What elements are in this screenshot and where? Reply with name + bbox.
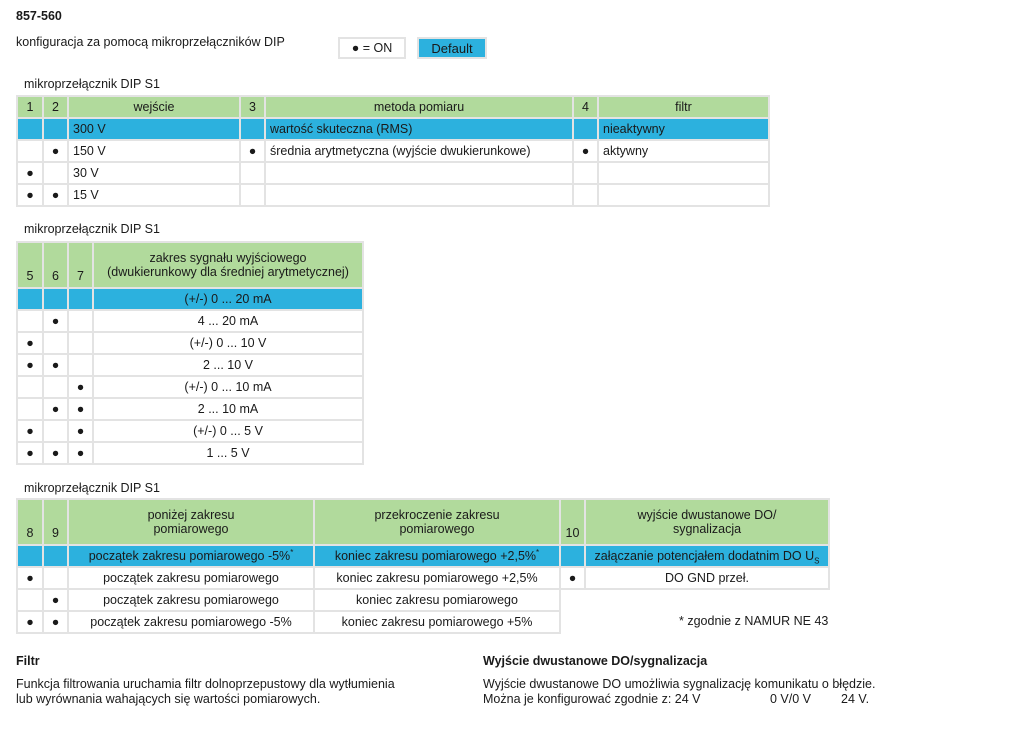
- table-cell: ●: [43, 611, 68, 633]
- do-description-value-c: 24 V.: [841, 692, 870, 706]
- empty-cell: [585, 589, 829, 611]
- table-cell: [43, 545, 68, 567]
- table-cell: ●: [43, 140, 68, 162]
- table-cell: początek zakresu pomiarowego: [68, 567, 314, 589]
- table-cell: [43, 376, 68, 398]
- header-line: poniżej zakresu: [147, 508, 235, 522]
- header-line: pomiarowego: [399, 522, 475, 536]
- table-row: [17, 567, 829, 589]
- table-cell: (+/-) 0 ... 10 mA: [93, 376, 363, 398]
- table-cell: ●: [240, 140, 265, 162]
- table-cell: koniec zakresu pomiarowego +5%: [314, 611, 560, 633]
- table-cell: [240, 118, 265, 140]
- do-heading: Wyjście dwustanowe DO/sygnalizacja: [483, 654, 708, 668]
- table-cell: [240, 184, 265, 206]
- table-cell: nieaktywny: [598, 118, 769, 140]
- table-cell: 2 ... 10 V: [93, 354, 363, 376]
- table-row: [17, 376, 363, 398]
- table-cell: DO GND przeł.: [585, 567, 829, 589]
- table-cell: [68, 545, 314, 567]
- table-cell: [17, 398, 43, 420]
- table-cell: ●: [43, 442, 68, 464]
- legend-default-label: Default: [431, 40, 473, 56]
- table-cell: 15 V: [68, 184, 240, 206]
- table3-default-row: [17, 545, 829, 567]
- table-cell: ●: [68, 376, 93, 398]
- table-row: [17, 140, 769, 162]
- table-cell: [240, 162, 265, 184]
- table-cell: [43, 567, 68, 589]
- table-cell: początek zakresu pomiarowego -5%: [68, 611, 314, 633]
- table-cell: [43, 332, 68, 354]
- dip-table-output-range: [16, 241, 364, 465]
- do-description-line1: Wyjście dwustanowe DO umożliwia sygnalizację komunikatu o błędzie.: [483, 677, 876, 691]
- legend-default-box: [417, 37, 487, 59]
- table-row: [17, 354, 363, 376]
- table-row: [17, 162, 769, 184]
- header-line: zakres sygnału wyjściowego: [149, 251, 307, 265]
- table-cell: [68, 310, 93, 332]
- table3-header-cell: 10: [560, 499, 585, 545]
- footnote-mark: *: [290, 547, 294, 557]
- table3-header-row: [17, 499, 829, 545]
- empty-cell: [560, 611, 585, 633]
- table-cell: [585, 545, 829, 567]
- table-row: [17, 310, 363, 332]
- table-cell: [560, 545, 585, 567]
- table1-header-cell: wejście: [68, 96, 240, 118]
- cell-text: koniec zakresu pomiarowego +2,5%: [334, 549, 537, 563]
- table-cell: ●: [17, 332, 43, 354]
- namur-footnote: * zgodnie z NAMUR NE 43: [679, 614, 829, 628]
- table-cell: ●: [17, 354, 43, 376]
- table-cell: ●: [17, 420, 43, 442]
- table1-header-cell: 4: [573, 96, 598, 118]
- table-cell: [17, 545, 43, 567]
- table-cell: początek zakresu pomiarowego: [68, 589, 314, 611]
- table2-label: mikroprzełącznik DIP S1: [24, 222, 160, 236]
- table-row: [17, 420, 363, 442]
- footnote-mark: *: [536, 547, 540, 557]
- table2-default-row: [17, 288, 363, 310]
- table2-header-main: [93, 242, 363, 288]
- table1-header-cell: filtr: [598, 96, 769, 118]
- table-cell: [17, 589, 43, 611]
- table-cell: [17, 310, 43, 332]
- table1-header-cell: 3: [240, 96, 265, 118]
- header-line: (dwukierunkowy dla średniej arytmetycznej): [107, 265, 349, 279]
- header-line: sygnalizacja: [672, 522, 742, 536]
- table-cell: (+/-) 0 ... 20 mA: [93, 288, 363, 310]
- table3-header-cell: 9: [43, 499, 68, 545]
- cell-text: początek zakresu pomiarowego -5%: [88, 549, 291, 563]
- table-cell: ●: [43, 398, 68, 420]
- table-cell: koniec zakresu pomiarowego +2,5%: [314, 567, 560, 589]
- table-cell: ●: [43, 310, 68, 332]
- table-row: [17, 184, 769, 206]
- table-row: [17, 398, 363, 420]
- table-cell: (+/-) 0 ... 10 V: [93, 332, 363, 354]
- do-description-line2: Można je konfigurować zgodnie z: 24 V: [483, 692, 701, 706]
- table-cell: ●: [17, 184, 43, 206]
- table3-header-cell: 8: [17, 499, 43, 545]
- filter-description: [16, 677, 395, 707]
- table-cell: [68, 354, 93, 376]
- table-cell: [598, 184, 769, 206]
- table2-header-cell: 6: [43, 242, 68, 288]
- table2-header-row: [17, 242, 363, 288]
- table-cell: [573, 184, 598, 206]
- table-cell: ●: [17, 442, 43, 464]
- legend-on-box: [338, 37, 406, 59]
- table-row: [17, 442, 363, 464]
- table-cell: 2 ... 10 mA: [93, 398, 363, 420]
- table-cell: ●: [68, 442, 93, 464]
- table-cell: [68, 332, 93, 354]
- table-cell: [43, 288, 68, 310]
- table1-header-row: [17, 96, 769, 118]
- table-cell: 300 V: [68, 118, 240, 140]
- table3-header-below: [68, 499, 314, 545]
- table-row: [17, 332, 363, 354]
- paragraph-line: Funkcja filtrowania uruchamia filtr dolnoprzepustowy dla wytłumienia: [16, 677, 395, 691]
- table-cell: [43, 118, 68, 140]
- table-cell: ●: [43, 354, 68, 376]
- table-cell: [598, 162, 769, 184]
- table-cell: średnia arytmetyczna (wyjście dwukierunkowe): [265, 140, 573, 162]
- page-subtitle: konfiguracja za pomocą mikroprzełączników DIP: [16, 35, 285, 49]
- table-cell: [573, 162, 598, 184]
- table-cell: ●: [68, 420, 93, 442]
- table-cell: ●: [43, 184, 68, 206]
- table-cell: wartość skuteczna (RMS): [265, 118, 573, 140]
- table-cell: 4 ... 20 mA: [93, 310, 363, 332]
- table-cell: aktywny: [598, 140, 769, 162]
- table-cell: [17, 118, 43, 140]
- cell-text: załączanie potencjałem dodatnim DO U: [594, 549, 815, 563]
- table1-header-cell: metoda pomiaru: [265, 96, 573, 118]
- legend-on-label: ● = ON: [351, 41, 393, 55]
- table3-header-do: [585, 499, 829, 545]
- header-line: pomiarowego: [153, 522, 229, 536]
- table-row: [17, 589, 829, 611]
- table-cell: [43, 420, 68, 442]
- table1-header-cell: 2: [43, 96, 68, 118]
- empty-cell: [560, 589, 585, 611]
- table3-header-over: [314, 499, 560, 545]
- subscript: S: [814, 556, 820, 566]
- table-cell: [314, 545, 560, 567]
- table-cell: [265, 184, 573, 206]
- header-line: wyjście dwustanowe DO/: [637, 508, 777, 522]
- table2-header-cell: 5: [17, 242, 43, 288]
- table1-header-cell: 1: [17, 96, 43, 118]
- table-cell: ●: [17, 567, 43, 589]
- do-description-value-b: 0 V/0 V: [770, 692, 811, 706]
- table1-default-row: [17, 118, 769, 140]
- table-cell: 30 V: [68, 162, 240, 184]
- table-cell: 1 ... 5 V: [93, 442, 363, 464]
- paragraph-line: lub wyrównania wahających się wartości pomiarowych.: [16, 692, 321, 706]
- table3-label: mikroprzełącznik DIP S1: [24, 481, 160, 495]
- table-cell: (+/-) 0 ... 5 V: [93, 420, 363, 442]
- table-cell: ●: [17, 162, 43, 184]
- table-cell: koniec zakresu pomiarowego: [314, 589, 560, 611]
- dip-table-input-method-filter: [16, 95, 770, 207]
- filter-heading: Filtr: [16, 654, 40, 668]
- table-cell: [17, 288, 43, 310]
- header-line: przekroczenie zakresu: [374, 508, 500, 522]
- table-cell: ●: [43, 589, 68, 611]
- table1-label: mikroprzełącznik DIP S1: [24, 77, 160, 91]
- table-cell: [17, 140, 43, 162]
- table2-header-cell: 7: [68, 242, 93, 288]
- table-cell: [573, 118, 598, 140]
- table-cell: 150 V: [68, 140, 240, 162]
- table-cell: ●: [17, 611, 43, 633]
- table-cell: [68, 288, 93, 310]
- table-cell: ●: [560, 567, 585, 589]
- product-code: 857-560: [16, 9, 62, 23]
- table-cell: ●: [573, 140, 598, 162]
- table-cell: ●: [68, 398, 93, 420]
- table-cell: [17, 376, 43, 398]
- table-cell: [265, 162, 573, 184]
- table-cell: [43, 162, 68, 184]
